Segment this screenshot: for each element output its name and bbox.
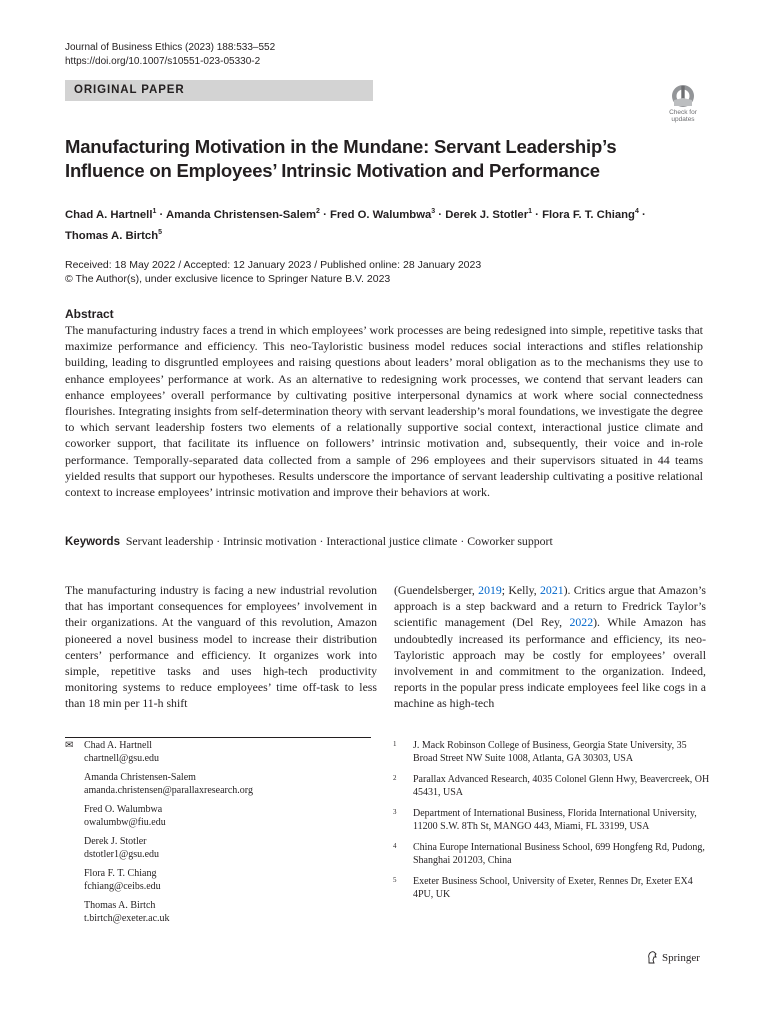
author-name[interactable]: Derek J. Stotler [445, 208, 529, 221]
author-name[interactable]: Chad A. Hartnell [65, 208, 153, 221]
contact-name: Fred O. Walumbwa [84, 804, 163, 815]
contact-entry [65, 867, 371, 893]
keywords [65, 533, 705, 550]
affiliations [393, 739, 713, 909]
citation-link[interactable]: 2021 [540, 583, 564, 597]
publisher-logo [646, 951, 700, 964]
body-text: ; Kelly, [501, 583, 541, 597]
contact-name: Derek J. Stotler [84, 836, 147, 847]
affiliation-text: J. Mack Robinson College of Business, Georgia State University, 35 Broad Street NW Suite 1008, Atlanta, GA 30303, USA [413, 740, 687, 764]
affiliation-number: 1 [393, 740, 397, 748]
body-column-left: The manufacturing industry is facing a new industrial revolution that has important consequences for employees’ involvement in their organizations. At the vanguard of this revolution, Amazon pioneered a novel business model to increase their distribution centers’ performance and efficiency. It organizes work into simple, repetitive tasks and uses high-tech productivity monitoring systems to reduce employees’ time off-task to less than 18 min per 11-h shift [65, 583, 377, 711]
affiliation-number: 4 [393, 842, 397, 850]
citation-link[interactable]: 2022 [569, 615, 594, 630]
contact-email[interactable]: chartnell@gsu.edu [84, 753, 160, 764]
affiliation-text: China Europe International Business School, 699 Hongfeng Rd, Pudong, Shanghai 201203, China [413, 842, 705, 866]
article-title-line-1: Manufacturing Motivation in the Mundane: Servant Leadership’s [65, 136, 617, 157]
contact-email[interactable]: fchiang@ceibs.edu [84, 881, 161, 892]
author-affiliation-number: 4 [634, 208, 639, 215]
doi-link[interactable]: https://doi.org/10.1007/s10551-023-05330-2 [65, 56, 261, 67]
body-text: ). While Amazon has undoubtedly increased its performance and efficiency, its neo-Tayloristic approach may be costly for employees’ overall involvement in and commitment to the organization. Indeed, reports in the popular press indicate employees feel like cogs in a machine as high-tech [394, 615, 707, 711]
abstract-text: The manufacturing industry faces a trend in which employees’ work processes are being redesigned into simple, repetitive tasks that maximize performance and efficiency. This neo-Tayloristic business model reduces social interactions and stifles relationship building, leading to disgruntled employees and raising questions about leaders’ moral obligation as to the mechanisms they use to enhance employees’ performance at work. As an alternative to redesigning work processes, we contend that servant leaders can enhance employees’ overall performance by cultivating positive interpersonal dynamics at work where social connectedness flourishes. Integrating insights from self-determination theory with servant leadership’s moral foundations, we investigate the degree to which servant leadership fosters two elements of a relationally supportive social context, interactional justice climate and coworker support, that facilitate its influence on followers’ intrinsic motivation and, subsequently, their voice and in-role performance. Temporally-separated data collected from a sample of 296 employees and their supervisors situated in 44 teams yielded results that support our hypotheses. Results underscore the importance of servant leadership cultivating a positive relational context to increase employees’ intrinsic motivation and improve their behaviors at work. [65, 323, 703, 500]
envelope-icon: ✉ [65, 740, 74, 751]
contact-entry [65, 899, 371, 925]
author-contacts [65, 739, 371, 931]
author-name[interactable]: Thomas A. Birtch [65, 229, 159, 242]
affiliation-text: Parallax Advanced Research, 4035 Colonel Glenn Hwy, Beavercreek, OH 45431, USA [413, 774, 710, 798]
author-name[interactable]: Fred O. Walumbwa [330, 208, 432, 221]
affiliation-entry [393, 875, 713, 901]
author-affiliation-number: 1 [152, 208, 157, 215]
contact-email[interactable]: owalumbw@fiu.edu [84, 817, 166, 828]
crossmark-icon [671, 84, 695, 108]
crossmark-label-2: updates [671, 116, 695, 123]
body-column-right [394, 582, 706, 712]
footnote-divider [65, 737, 371, 738]
affiliation-entry [393, 807, 713, 833]
check-for-updates-badge[interactable] [662, 84, 704, 126]
contact-entry [65, 739, 371, 765]
affiliation-number: 2 [393, 774, 397, 782]
springer-horse-icon [646, 951, 658, 964]
contact-entry [65, 771, 371, 797]
author-affiliation-number: 5 [158, 228, 163, 236]
contact-entry [65, 803, 371, 829]
author-name[interactable]: Amanda Christensen-Salem [166, 208, 317, 221]
affiliation-entry [393, 739, 713, 765]
affiliation-entry [393, 773, 713, 799]
contact-email[interactable]: t.birtch@exeter.ac.uk [84, 913, 170, 924]
affiliation-text: Exeter Business School, University of Exeter, Rennes Dr, Exeter EX4 4PU, UK [413, 876, 693, 900]
article-title-line-2: Influence on Employees’ Intrinsic Motivation and Performance [65, 160, 600, 181]
keywords-label: Keywords [65, 536, 120, 548]
contact-name: Thomas A. Birtch [84, 900, 156, 911]
affiliation-number: 3 [393, 808, 397, 816]
contact-entry [65, 835, 371, 861]
author-affiliation-number: 1 [528, 208, 533, 215]
author-affiliation-number: 2 [316, 208, 320, 215]
crossmark-label-1: Check for [669, 109, 697, 116]
citation-link[interactable]: 2019 [478, 583, 502, 597]
article-type-banner: ORIGINAL PAPER [65, 80, 373, 101]
contact-name: Flora F. T. Chiang [84, 868, 157, 879]
affiliation-entry [393, 841, 713, 867]
abstract-heading: Abstract [65, 307, 114, 321]
body-text: (Guendelsberger, [394, 583, 479, 597]
keywords-list: Servant leadership · Intrinsic motivation · Interactional justice climate · Coworker support [125, 534, 553, 548]
affiliation-number: 5 [393, 876, 397, 884]
author-affiliation-number: 3 [431, 208, 436, 215]
contact-email[interactable]: amanda.christensen@parallaxresearch.org [84, 785, 253, 796]
author-name[interactable]: Flora F. T. Chiang [542, 208, 635, 221]
author-list: Chad A. Hartnell$^1$ · Amanda Christensen-Salem$^2$ · Fred O. Walumbwa$^3$ · Derek J. Stotler$^1$ · Flora F. T. Chiang$^4$ · Thomas A. Birtch$^5$ [65, 208, 646, 242]
copyright-notice: © The Author(s), under exclusive licence to Springer Nature B.V. 2023 [65, 273, 391, 285]
publisher-name: Springer [662, 951, 700, 964]
contact-email[interactable]: dstotler1@gsu.edu [84, 849, 160, 860]
contact-name: Amanda Christensen-Salem [84, 772, 196, 783]
history-dates: Received: 18 May 2022 / Accepted: 12 January 2023 / Published online: 28 January 2023 [65, 259, 482, 271]
publication-dates [65, 258, 705, 286]
journal-citation: Journal of Business Ethics (2023) 188:533–552 [65, 42, 276, 53]
contact-name: Chad A. Hartnell [84, 740, 153, 751]
article-title [65, 135, 705, 183]
body-text: ). Critics argue that Amazon’s approach is a step backward and a return to Fredrick Taylor’s scientific management (Del Rey, [394, 583, 706, 630]
affiliation-text: Department of International Business, Florida International University, 11200 S.W. 8Th St, MANGO 443, Miami, FL 33199, USA [413, 808, 697, 832]
